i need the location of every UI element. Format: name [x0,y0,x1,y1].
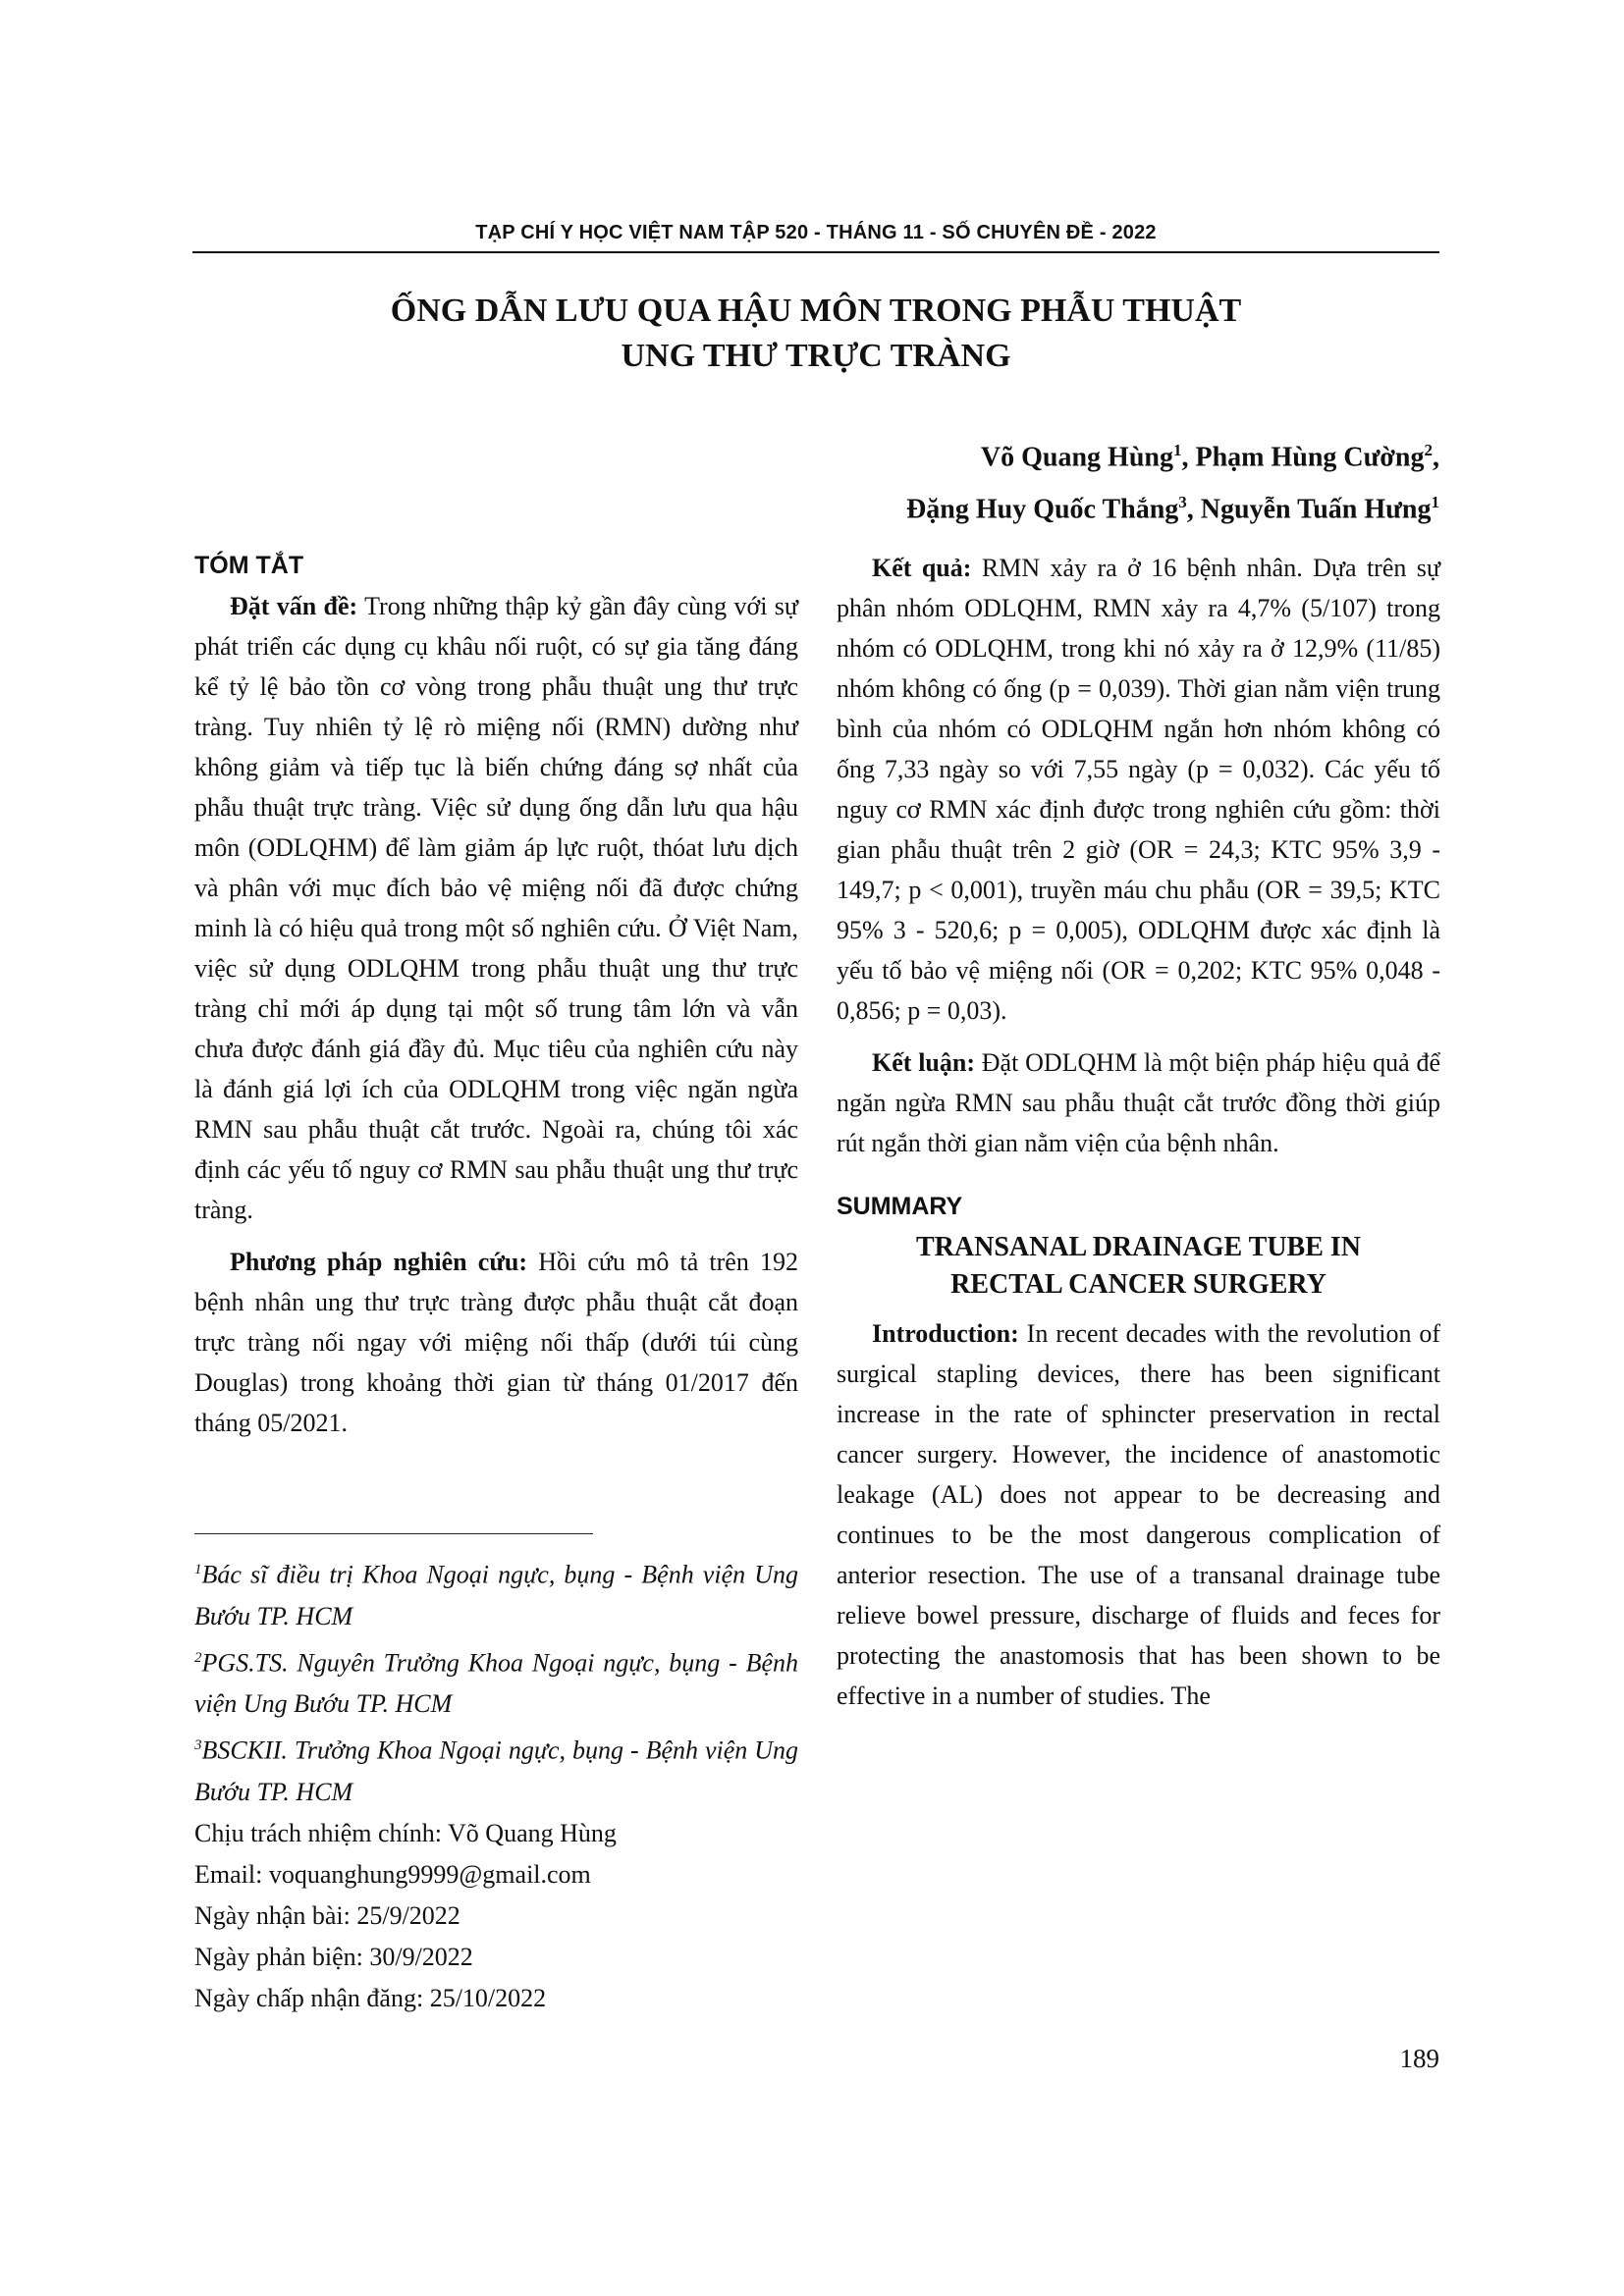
intro-label: Đặt vấn đề: [230,592,358,620]
right-column [837,548,1440,1728]
author-line-1 [906,428,1439,480]
author-name: Võ Quang Hùng [980,442,1173,473]
footnote-text: BSCKII. Trưởng Khoa Ngoại ngực, bụng - Bệnh viện Ung Bướu TP. HCM [194,1735,798,1806]
en-intro-label: Introduction: [872,1319,1019,1348]
en-intro-text: In recent decades with the revolution of surgical stapling devices, there has been significant increase in the rate of sphincter preservation in rectal cancer surgery. However, the incidence of anastomotic leakage (AL) does not appear to be decreasing and continues to be the most dangerous complication of anterior resection. The use of a transanal drainage tube relieve bowel pressure, discharge of fluids and feces for protecting the anastomosis that has been shown to be effective in a number of studies. The [837,1319,1440,1710]
author-separator: , [1433,442,1439,473]
english-title [837,1229,1440,1304]
author-affiliation-mark: 1 [1172,441,1182,459]
conclusion-label: Kết luận: [872,1048,975,1077]
abstract-methods-paragraph [194,1242,798,1443]
abstract-en-heading: SUMMARY [837,1193,963,1220]
header-rule [192,251,1439,253]
affiliation-footnote [194,1725,798,1813]
title-line-2: UNG THƯ TRỰC TRÀNG [621,338,1011,374]
intro-text: Trong những thập kỷ gần đây cùng với sự phát triển các dụng cụ khâu nối ruột, có sự gia tăng đáng kể tỷ lệ bảo tồn cơ vòng trong phẫu thuật ung thư trực tràng. Tuy nhiên tỷ lệ rò miệng nối (RMN) dường như không giảm và tiếp tục là biến chứng đáng sợ nhất của phẫu thuật trực tràng. Việc sử dụng ống dẫn lưu qua hậu môn (ODLQHM) để làm giảm áp lực ruột, thóat lưu dịch và phân với mục đích bảo vệ miệng nối đã được chứng minh là có hiệu quả trong một số nghiên cứu. Ở Việt Nam, việc sử dụng ODLQHM trong phẫu thuật ung thư trực tràng chỉ mới áp dụng tại một số trung tâm lớn và vẫn chưa được đánh giá đầy đủ. Mục tiêu của nghiên cứu này là đánh giá lợi ích của ODLQHM trong việc ngăn ngừa RMN sau phẫu thuật cắt trước. Ngoài ra, chúng tôi xác định các yếu tố nguy cơ RMN sau phẫu thuật ung thư trực tràng. [194,592,798,1224]
author-separator: , [1186,494,1201,525]
footnotes [194,1549,798,2019]
author-name: Phạm Hùng Cường [1195,442,1425,473]
abstract-en-intro-paragraph [837,1313,1440,1716]
author-list [906,428,1439,533]
author-line-2 [906,480,1439,532]
methods-label: Phương pháp nghiên cứu: [230,1248,528,1276]
running-head: TẠP CHÍ Y HỌC VIỆT NAM TẬP 520 - THÁNG 11 - SỐ CHUYÊN ĐỀ - 2022 [475,222,1157,243]
footnote-text: Bác sĩ điều trị Khoa Ngoại ngực, bụng - Bệnh viện Ung Bướu TP. HCM [194,1560,798,1630]
conclusion-text: Đặt ODLQHM là một biện pháp hiệu quả để ngăn ngừa RMN sau phẫu thuật cắt trước đồng thời giúp rút ngắn thời gian nằm viện của bệnh nhân. [837,1048,1440,1157]
received-date: Ngày nhận bài: 25/9/2022 [194,1900,460,1930]
author-name: Nguyễn Tuấn Hưng [1200,494,1432,525]
english-title-line-2: RECTAL CANCER SURGERY [950,1269,1326,1300]
author-name: Đặng Huy Quốc Thắng [906,494,1179,525]
abstract-conclusion-paragraph [837,1042,1440,1163]
page-number: 189 [1399,2044,1439,2073]
review-date: Ngày phản biện: 30/9/2022 [194,1942,473,1971]
corresponding-email: Email: voquanghung9999@gmail.com [194,1859,591,1889]
abstract-vi-heading: TÓM TẮT [194,552,304,579]
abstract-results-paragraph [837,548,1440,1031]
author-affiliation-mark: 2 [1424,441,1433,459]
abstract-intro-paragraph [194,586,798,1230]
methods-text: Hồi cứu mô tả trên 192 bệnh nhân ung thư trực tràng được phẫu thuật cắt đoạn trực tràng nối ngay với miệng nối thấp (dưới túi cùng Douglas) trong khoảng thời gian từ tháng 01/2017 đến tháng 05/2021. [194,1248,798,1437]
results-label: Kết quả: [872,554,972,582]
author-affiliation-mark: 1 [1431,493,1439,512]
footnote-rule [194,1533,593,1534]
title-line-1: ỐNG DẪN LƯU QUA HẬU MÔN TRONG PHẪU THUẬT [390,293,1242,329]
article-title [192,289,1439,379]
author-separator: , [1181,442,1196,473]
footnote-mark: 3 [194,1737,202,1754]
left-column [194,546,798,1455]
english-title-line-1: TRANSANAL DRAINAGE TUBE IN [915,1232,1362,1262]
footnote-mark: 2 [194,1649,202,1666]
affiliation-footnote [194,1637,798,1726]
results-text: RMN xảy ra ở 16 bệnh nhân. Dựa trên sự phân nhóm ODLQHM, RMN xảy ra 4,7% (5/107) trong nhóm có ODLQHM, trong khi nó xảy ra ở 12,9% (11/85) nhóm không có ống (p = 0,039). Thời gian nằm viện trung bình của nhóm có ODLQHM ngắn hơn nhóm không có ống 7,33 ngày so với 7,55 ngày (p = 0,032). Các yếu tố nguy cơ RMN xác định được trong nghiên cứu gồm: thời gian phẫu thuật trên 2 giờ (OR = 24,3; KTC 95% 3,9 - 149,7; p < 0,001), truyền máu chu phẫu (OR = 39,5; KTC 95% 3 - 520,6; p = 0,005), ODLQHM được xác định là yếu tố bảo vệ miệng nối (OR = 0,202; KTC 95% 0,048 - 0,856; p = 0,03). [837,554,1441,1025]
affiliation-footnote [194,1549,798,1637]
accepted-date: Ngày chấp nhận đăng: 25/10/2022 [194,1983,547,2012]
author-affiliation-mark: 3 [1178,493,1187,512]
corresponding-author: Chịu trách nhiệm chính: Võ Quang Hùng [194,1818,617,1847]
footnote-mark: 1 [194,1562,202,1577]
footnote-text: PGS.TS. Nguyên Trưởng Khoa Ngoại ngực, bụng - Bệnh viện Ung Bướu TP. HCM [194,1648,798,1719]
